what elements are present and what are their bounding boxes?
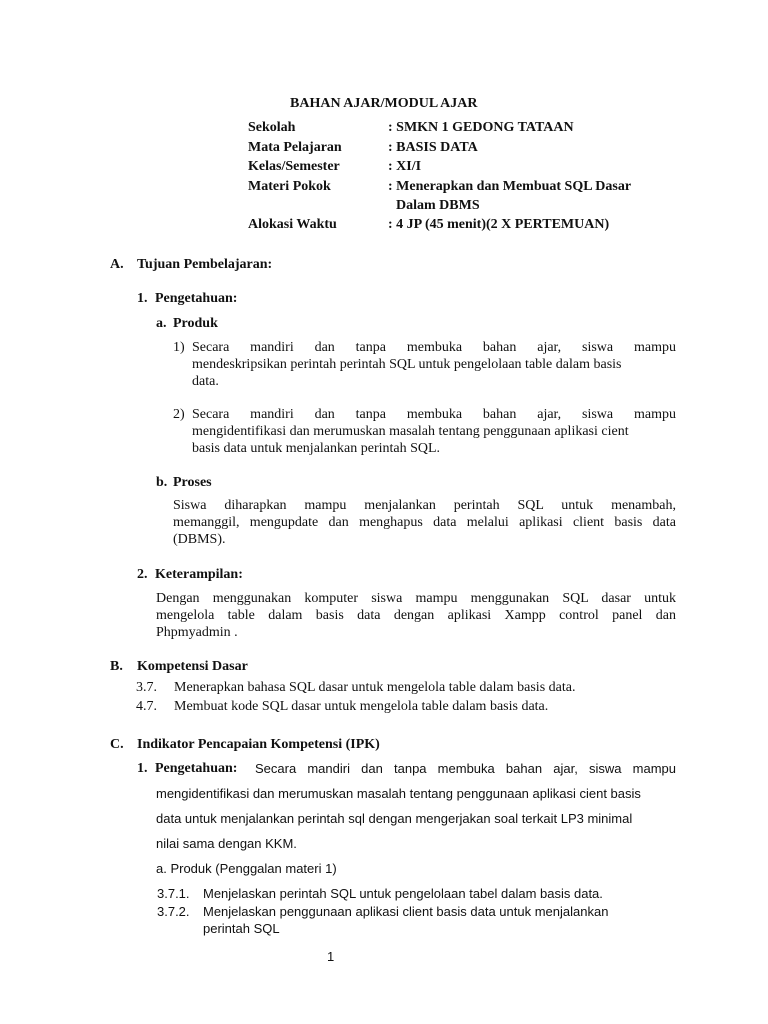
ipk-item-1-num: 3.7.1. [157, 886, 190, 901]
kd-item-1-text: Menerapkan bahasa SQL dasar untuk mengelola table dalam basis data. [174, 680, 576, 695]
header-label-time: Alokasi Waktu [248, 217, 337, 232]
c1-line3: data untuk menjalankan perintah sql dengan mengerjakan soal terkait LP3 minimal [156, 811, 633, 826]
header-value-school: : SMKN 1 GEDONG TATAAN [388, 120, 574, 135]
a1a-item2-line3: basis data untuk menjalankan perintah SQL. [192, 441, 441, 456]
a1a-item1-line3: data. [192, 374, 219, 389]
section-c-title: Indikator Pencapaian Kompetensi (IPK) [137, 737, 380, 752]
a1a-item1-line2: mendeskripsikan perintah perintah SQL untuk pengelolaan table dalam basis [192, 357, 622, 372]
c1-title: Pengetahuan: [155, 761, 238, 776]
a1a-item1-num: 1) [173, 340, 185, 355]
kd-item-2-text: Membuat kode SQL dasar untuk mengelola table dalam basis data. [174, 699, 549, 714]
c1-line2: mengidentifikasi dan merumuskan masalah tentang penggunaan aplikasi cient basis [156, 786, 641, 801]
a1b-line3: (DBMS). [173, 532, 226, 547]
section-b-title: Kompetensi Dasar [137, 659, 248, 674]
a2-marker: 2. [137, 567, 148, 582]
c1-line4: nilai sama dengan KKM. [156, 836, 297, 851]
header-value-subject: : BASIS DATA [388, 140, 478, 155]
header-label-class: Kelas/Semester [248, 159, 340, 174]
a2-line2: mengelola table dalam basis data dengan aplikasi Xampp control panel dan [156, 608, 676, 623]
header-label-topic: Materi Pokok [248, 179, 331, 194]
header-value-topic: : Menerapkan dan Membuat SQL Dasar [388, 179, 632, 194]
a2-line3: Phpmyadmin . [156, 625, 238, 640]
section-b-marker: B. [110, 659, 123, 674]
c1-subheading: a. Produk (Penggalan materi 1) [156, 861, 337, 876]
page-number: 1 [327, 949, 335, 964]
ipk-item-2-text: Menjelaskan penggunaan aplikasi client basis data untuk menjalankan [203, 904, 609, 919]
a1b-marker: b. [156, 475, 168, 490]
a1a-title: Produk [173, 316, 218, 331]
kd-item-1-num: 3.7. [136, 680, 157, 695]
header-label-subject: Mata Pelajaran [248, 140, 342, 155]
a1b-title: Proses [173, 475, 212, 490]
document-title: BAHAN AJAR/MODUL AJAR [290, 96, 478, 111]
header-label-school: Sekolah [248, 120, 296, 135]
header-value-time: : 4 JP (45 menit)(2 X PERTEMUAN) [388, 217, 610, 232]
a1b-line2: memanggil, mengupdate dan menghapus data melalui aplikasi client basis data [173, 515, 676, 530]
a1a-item2-num: 2) [173, 407, 185, 422]
ipk-item-2-text-cont: perintah SQL [203, 921, 280, 936]
c1-line1: Secara mandiri dan tanpa membuka bahan ajar, siswa mampu [255, 761, 676, 776]
header-value-topic-cont: Dalam DBMS [396, 198, 480, 213]
a1-title: Pengetahuan: [155, 291, 238, 306]
a2-line1: Dengan menggunakan komputer siswa mampu menggunakan SQL dasar untuk [156, 591, 676, 606]
ipk-item-1-text: Menjelaskan perintah SQL untuk pengelolaan tabel dalam basis data. [203, 886, 603, 901]
section-a-marker: A. [110, 257, 124, 272]
a1a-item2-line1: Secara mandiri dan tanpa membuka bahan ajar, siswa mampu [192, 407, 676, 422]
header-value-class: : XI/I [388, 159, 422, 174]
a1-marker: 1. [137, 291, 148, 306]
a1b-line1: Siswa diharapkan mampu menjalankan perintah SQL untuk menambah, [173, 498, 676, 513]
c1-marker: 1. [137, 761, 148, 776]
a2-title: Keterampilan: [155, 567, 243, 582]
ipk-item-2-num: 3.7.2. [157, 904, 190, 919]
kd-item-2-num: 4.7. [136, 699, 157, 714]
section-c-marker: C. [110, 737, 124, 752]
a1a-marker: a. [156, 316, 167, 331]
a1a-item2-line2: mengidentifikasi dan merumuskan masalah tentang penggunaan aplikasi cient [192, 424, 629, 439]
a1a-item1-line1: Secara mandiri dan tanpa membuka bahan ajar, siswa mampu [192, 340, 676, 355]
section-a-title: Tujuan Pembelajaran: [137, 257, 273, 272]
